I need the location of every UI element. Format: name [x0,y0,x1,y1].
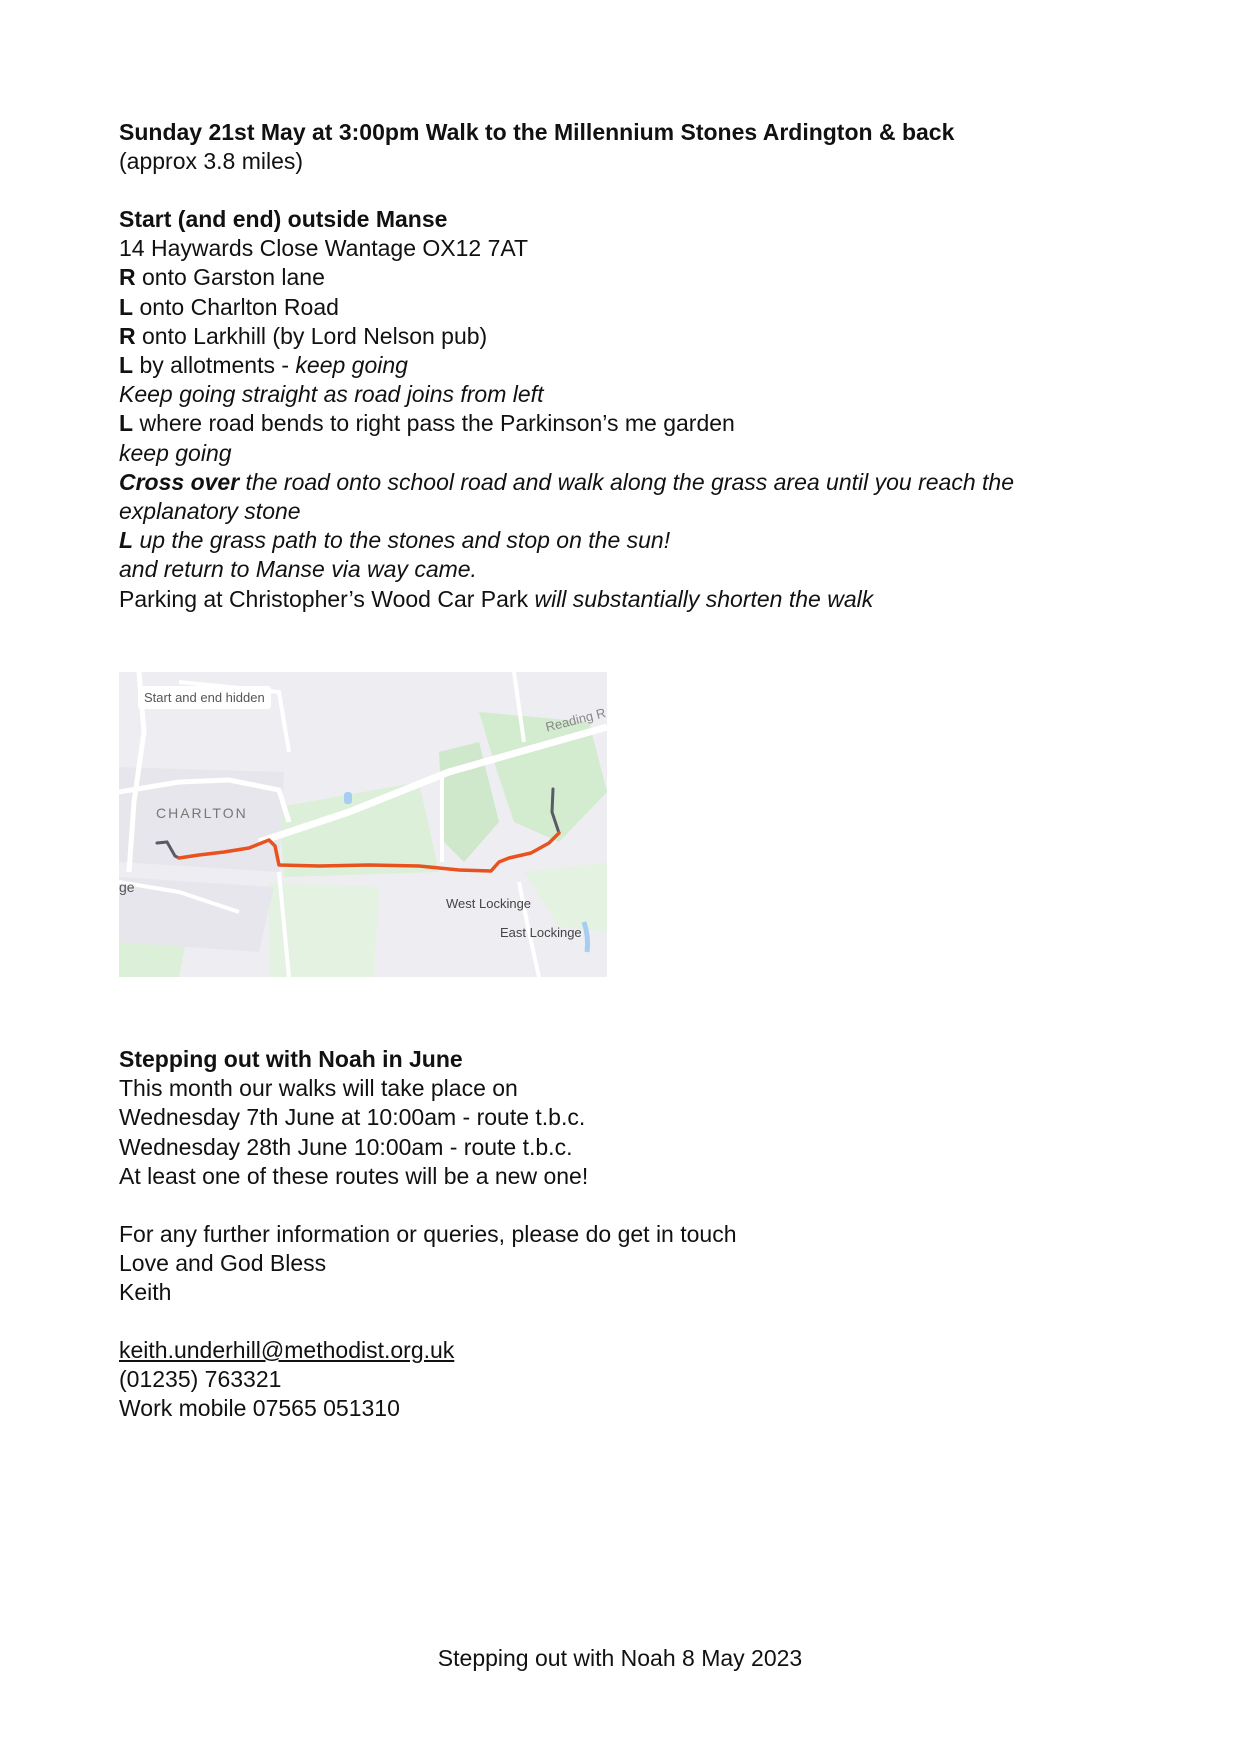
signoff-line: Love and God Bless [119,1250,327,1277]
directions-heading: Start (and end) outside Manse [119,206,448,232]
direction-letter: R [119,322,136,349]
june-line: Wednesday 28th June 10:00am - route t.b.c. [119,1133,573,1160]
direction-return: and return to Manse via way came. [119,556,477,583]
direction-step [119,526,1014,555]
direction-text: by allotments - [133,352,296,379]
direction-letter: L [119,352,134,379]
map-town-block [119,877,274,952]
signoff-name: Keith [119,1279,172,1306]
direction-text: onto Charlton Road [133,293,339,320]
walk-intro [119,118,954,176]
parking-note [119,585,1014,614]
direction-step [119,409,1014,438]
direction-italic-tail: keep going [295,352,408,379]
direction-text-continued: explanatory stone [119,498,301,525]
map-label-west-lockinge: West Lockinge [446,896,532,911]
map-label-charlton: CHARLTON [156,805,248,821]
direction-step [119,322,1014,351]
direction-text: the road onto school road and walk along the grass area until you reach the [239,468,1015,495]
direction-text: up the grass path to the stones and stop on the sun! [133,527,671,554]
contact-details [119,1336,454,1424]
map-hidden-badge [138,686,271,709]
email-link[interactable]: keith.underhill@methodist.org.uk [119,1337,455,1363]
direction-cross: Cross over [119,468,240,495]
direction-step [119,351,1014,380]
direction-step [119,293,1014,322]
phone-number: (01235) 763321 [119,1366,282,1393]
direction-letter: L [119,293,134,320]
parking-italic: will substantially shorten the walk [534,585,874,612]
map-badge-text: Start and end hidden [144,690,265,705]
direction-step [119,263,1014,292]
june-walks [119,1045,588,1191]
direction-text: onto Larkhill (by Lord Nelson pub) [135,322,488,349]
sign-off [119,1220,737,1308]
direction-text: onto Garston lane [135,264,325,291]
map-water [344,792,352,804]
june-heading: Stepping out with Noah in June [119,1046,463,1072]
mobile-number: Work mobile 07565 051310 [119,1395,400,1422]
parking-text: Parking at Christopher’s Wood Car Park [119,585,535,612]
june-line: At least one of these routes will be a new one! [119,1162,589,1189]
direction-letter: L [119,410,134,437]
map-label-east-lockinge: East Lockinge [500,925,582,940]
page-footer: Stepping out with Noah 8 May 2023 [437,1645,803,1671]
direction-text: where road bends to right pass the Parkinson’s me garden [133,410,735,437]
direction-step [119,468,1014,497]
direction-straight: Keep going straight as road joins from left [119,381,544,408]
signoff-line: For any further information or queries, please do get in touch [119,1221,737,1247]
june-line: Wednesday 7th June at 10:00am - route t.b.c. [119,1104,586,1131]
start-address: 14 Haywards Close Wantage OX12 7AT [119,235,529,262]
map-label-reading: Reading R [544,705,607,735]
walk-directions [119,205,1014,614]
route-map [119,672,607,977]
walk-title: Sunday 21st May at 3:00pm Walk to the Millennium Stones Ardington & back [119,119,955,145]
map-label-wantage-fragment: ge [119,879,135,895]
direction-letter: R [119,264,136,291]
direction-keep-going: keep going [119,439,232,466]
direction-letter: L [119,527,134,554]
june-line: This month our walks will take place on [119,1075,518,1102]
walk-distance: (approx 3.8 miles) [119,148,304,175]
